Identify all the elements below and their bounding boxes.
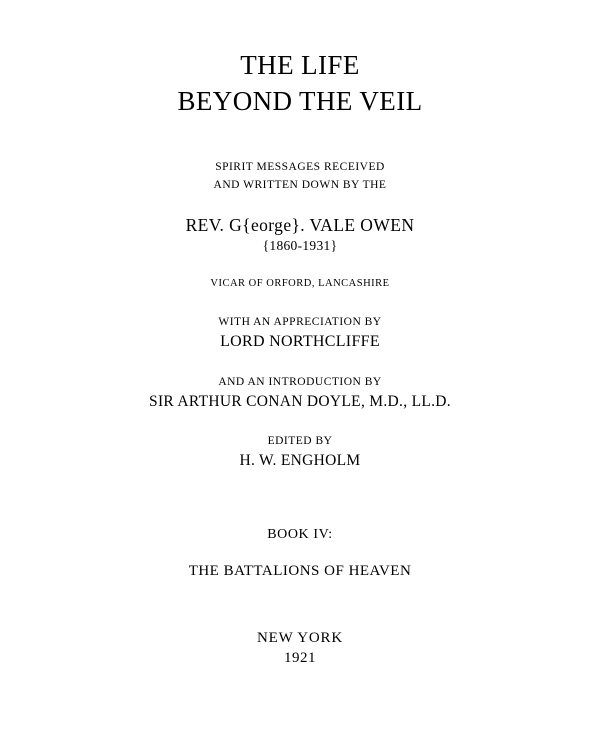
editor-block: [0, 433, 600, 472]
spacer-role: [0, 292, 600, 314]
author-dates: {1860-1931}: [262, 238, 338, 254]
subtitle-line-1: SPIRIT MESSAGES RECEIVED: [215, 161, 385, 174]
spacer-author: [0, 256, 600, 276]
editor-name: H. W. ENGHOLM: [239, 451, 361, 469]
title-line-1: THE LIFE: [240, 50, 360, 80]
appreciation-name: LORD NORTHCLIFFE: [220, 333, 380, 351]
introduction-name: SIR ARTHUR CONAN DOYLE, M.D., LL.D.: [149, 392, 451, 410]
appreciation-label: WITH AN APPRECIATION BY: [218, 316, 382, 329]
book-title-heading: [0, 48, 600, 119]
spacer-introduction: [0, 413, 600, 433]
title-page-content: [0, 48, 600, 668]
edited-label: EDITED BY: [267, 434, 333, 447]
imprint-city: NEW YORK: [257, 629, 343, 646]
introduction-block: [0, 374, 600, 413]
imprint-block: [0, 628, 600, 669]
book-subtitle: THE BATTALIONS OF HEAVEN: [188, 562, 412, 579]
imprint-year: 1921: [284, 649, 316, 666]
author-role: VICAR OF ORFORD, LANCASHIRE: [210, 278, 390, 290]
spacer-appreciation: [0, 354, 600, 374]
subtitle-line-2: AND WRITTEN DOWN BY THE: [213, 178, 387, 191]
appreciation-block: [0, 314, 600, 354]
book-subtitle-block: [0, 563, 600, 580]
book-number: BOOK IV:: [267, 526, 333, 542]
introduction-label: AND AN INTRODUCTION BY: [218, 375, 382, 388]
author-block: [0, 214, 600, 257]
subtitle-block: [0, 159, 600, 194]
title-line-2: BEYOND THE VEIL: [177, 85, 423, 116]
spacer-title: [0, 119, 600, 159]
author-name: REV. G{eorge}. VALE OWEN: [185, 214, 415, 235]
spacer-editor: [0, 472, 600, 527]
spacer-book-number: [0, 543, 600, 563]
spacer-book-subtitle: [0, 580, 600, 628]
spacer-subtitle: [0, 194, 600, 214]
book-number-block: [0, 527, 600, 543]
author-role-block: [0, 276, 600, 292]
